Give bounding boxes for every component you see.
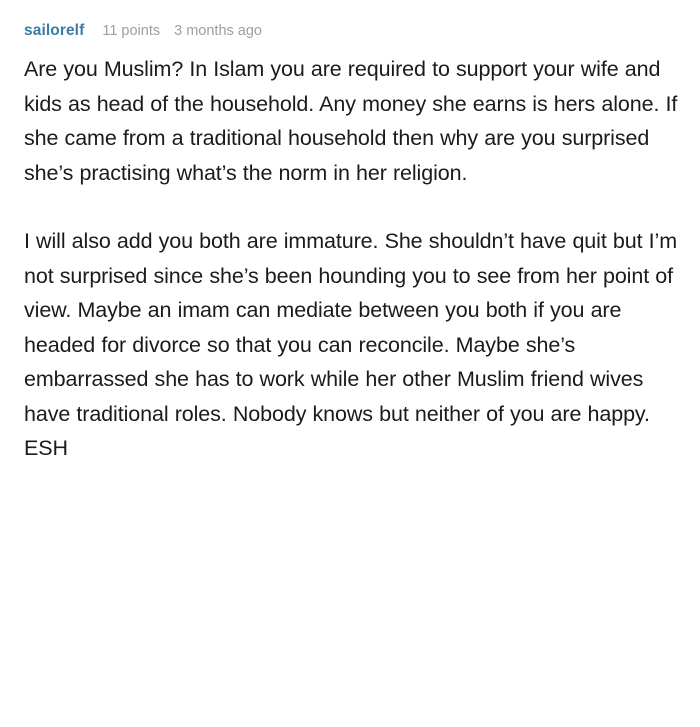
comment-paragraph: I will also add you both are immature. She shouldn’t have quit but I’m not surprised since she’s been hounding you to see from her point of view. Maybe an imam can mediate between you both if you are headed for divorce so that you can reconcile. Maybe she’s embarrassed she has to work while her other Muslim friend wives have traditional roles. Nobody knows but neither of you are happy. ESH [24,229,678,460]
comment-paragraph: Are you Muslim? In Islam you are required to support your wife and kids as head of the household. Any money she earns is hers alone. If she came from a traditional household then why are you surprised she’s practising what’s the norm in her religion. [24,57,678,185]
comment-body [24,52,678,466]
comment-score: 11 points [102,23,161,39]
comment-timestamp: 3 months ago [174,23,262,39]
comment-author[interactable]: sailorelf [24,22,85,39]
comment-meta [24,22,678,40]
